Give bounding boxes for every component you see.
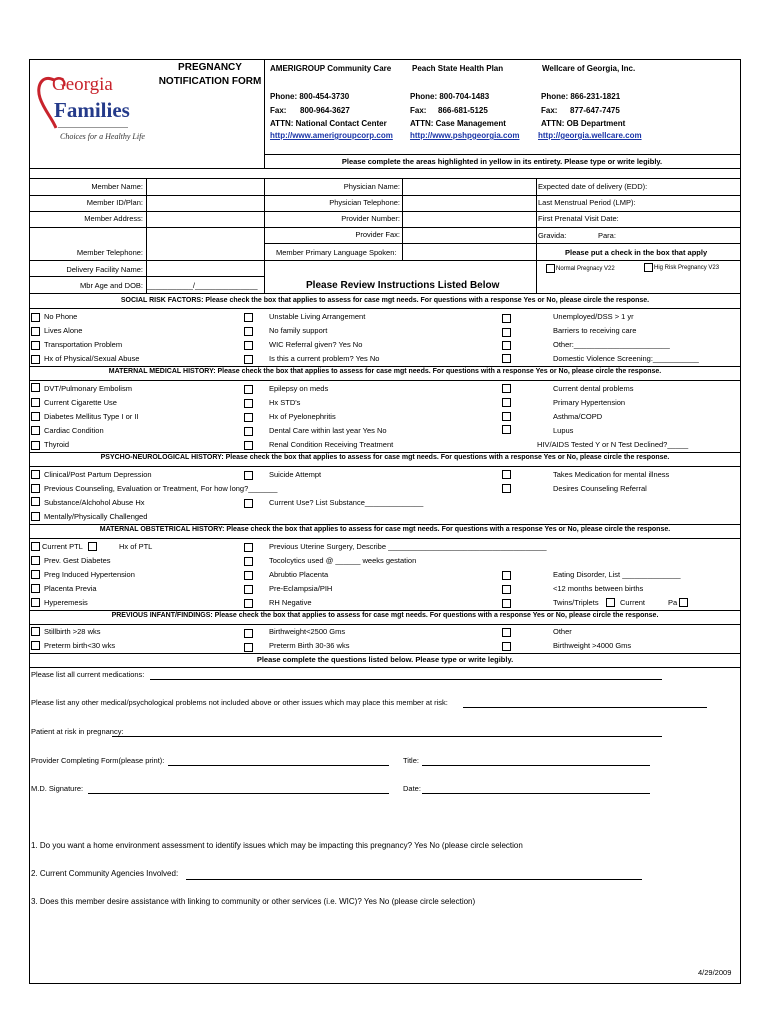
- unstable-living-checkbox[interactable]: [244, 313, 253, 322]
- date-field[interactable]: [422, 793, 650, 794]
- plan-peachstate-name: Peach State Health Plan: [412, 64, 504, 73]
- medications-field[interactable]: [150, 679, 662, 680]
- date-label: Date:: [403, 784, 421, 793]
- footer-date: 4/29/2009: [698, 968, 732, 977]
- logo-georgia: Georgia: [52, 74, 113, 95]
- plan-wellcare-link[interactable]: http://georgia.wellcare.com: [538, 131, 642, 140]
- check-instruction: Please put a check in the box that apply: [565, 248, 708, 257]
- member-id-label: Member ID/Plan:: [86, 198, 143, 207]
- gest-diabetes-checkbox[interactable]: [31, 556, 40, 565]
- diabetes-checkbox[interactable]: [31, 412, 40, 421]
- current-use-checkbox[interactable]: [244, 499, 253, 508]
- psycho-header: PSYCHO-NEUROLOGICAL HISTORY: Please check the box that applies to assess for case mgt needs. For questions with a response Yes or No, please circle the response.: [100, 454, 670, 461]
- provider-number-label: Provider Number:: [341, 214, 400, 223]
- community-agencies-field[interactable]: [186, 879, 642, 880]
- questions-header: Please complete the questions listed below. Please type or write legibly.: [256, 655, 514, 664]
- question-community-agencies: 2. Current Community Agencies Involved:: [31, 869, 179, 878]
- plan-amerigroup-attn: ATTN: National Contact Center: [270, 119, 387, 128]
- title-field[interactable]: [422, 765, 650, 766]
- other-problems-label: Please list any other medical/psychological problems not included above or other issues which may place this member at risk:: [31, 698, 448, 707]
- plan-amerigroup-link[interactable]: http://www.amerigroupcorp.com: [270, 131, 393, 140]
- cigarette-checkbox[interactable]: [31, 398, 40, 407]
- placenta-previa-checkbox[interactable]: [31, 584, 40, 593]
- primary-language-label: Member Primary Language Spoken:: [276, 248, 397, 257]
- infant-header: PREVIOUS INFANT/FINDINGS: Please check the box that applies to assess for case mgt needs. For questions with a response Yes or No, please circle the response.: [111, 612, 659, 619]
- logo-tagline: Choices for a Healthy Life: [60, 132, 145, 141]
- plan-amerigroup-fax: 800-964-3627: [300, 106, 350, 115]
- birthweight-low-checkbox[interactable]: [244, 629, 253, 638]
- wic-referral-checkbox[interactable]: [244, 341, 253, 350]
- gravida-label: Gravida:: [538, 231, 567, 240]
- births-spacing-checkbox[interactable]: [502, 585, 511, 594]
- question-home-assessment: 1. Do you want a home environment assessment to identify issues which may be impacting this pregnancy? Yes No (please circle selection: [31, 841, 523, 850]
- at-risk-label: Patient at risk in pregnancy:: [31, 727, 124, 736]
- edd-label: Expected date of delivery (EDD):: [538, 182, 648, 191]
- mental-illness-meds-checkbox[interactable]: [502, 470, 511, 479]
- instruction-top: Please complete the areas highlighted in yellow in its entirety. Please type or write legibly.: [341, 157, 663, 166]
- counseling-checkbox[interactable]: [31, 484, 40, 493]
- preterm-30-checkbox[interactable]: [31, 641, 40, 650]
- twins-current-checkbox[interactable]: [606, 598, 615, 607]
- rh-negative-checkbox[interactable]: [244, 599, 253, 608]
- hx-ptl-checkbox[interactable]: [88, 542, 97, 551]
- normal-pregnancy-label: Normal Pregnacy V22: [556, 266, 615, 272]
- uterine-surgery-checkbox[interactable]: [244, 543, 253, 552]
- member-telephone-label: Member Telephone:: [76, 248, 143, 257]
- dvt-checkbox[interactable]: [31, 383, 40, 392]
- form-title-line2: NOTIFICATION FORM: [158, 76, 262, 87]
- tocolytics-checkbox[interactable]: [244, 557, 253, 566]
- dental-problems-checkbox[interactable]: [502, 384, 511, 393]
- para-label: Para:: [598, 231, 616, 240]
- twins-checkbox[interactable]: [502, 599, 511, 608]
- high-risk-pregnancy-checkbox[interactable]: [644, 263, 653, 272]
- provider-fax-label: Provider Fax:: [355, 230, 400, 239]
- no-phone-checkbox[interactable]: [31, 313, 40, 322]
- current-ptl-checkbox[interactable]: [31, 542, 40, 551]
- eating-disorder-checkbox[interactable]: [502, 571, 511, 580]
- obstetrical-header: MATERNAL OBSTETRICAL HISTORY: Please check the box that applies to assess for case mgt needs. For questions with a response Yes or No, please circle the response.: [99, 526, 671, 533]
- birthweight-high-checkbox[interactable]: [502, 642, 511, 651]
- abuse-hx-checkbox[interactable]: [31, 355, 40, 364]
- social-risk-header: SOCIAL RISK FACTORS: Please check the box that applies to assess for case mgt needs. For questions with a response Yes or No, please circle the response.: [120, 297, 650, 304]
- frame-right: [740, 59, 741, 984]
- abruptio-checkbox[interactable]: [244, 571, 253, 580]
- pre-eclampsia-checkbox[interactable]: [244, 585, 253, 594]
- plan-wellcare-attn: ATTN: OB Department: [541, 119, 626, 128]
- cardiac-checkbox[interactable]: [31, 426, 40, 435]
- asthma-checkbox[interactable]: [502, 412, 511, 421]
- at-risk-field[interactable]: [112, 736, 662, 737]
- other-social-checkbox[interactable]: [502, 341, 511, 350]
- dental-care-checkbox[interactable]: [244, 427, 253, 436]
- challenged-checkbox[interactable]: [31, 512, 40, 521]
- hx-std-checkbox[interactable]: [244, 399, 253, 408]
- barriers-checkbox[interactable]: [502, 328, 511, 337]
- hypertension-checkbox[interactable]: [502, 398, 511, 407]
- renal-checkbox[interactable]: [244, 441, 253, 450]
- lmp-label: Last Menstrual Period (LMP):: [538, 198, 636, 207]
- plan-amerigroup-name: AMERIGROUP Community Care: [270, 64, 392, 73]
- first-visit-label: First Prenatal Visit Date:: [538, 214, 619, 223]
- member-address-label: Member Address:: [84, 214, 143, 223]
- stillbirth-checkbox[interactable]: [31, 627, 40, 636]
- plan-peachstate-fax: 866-681-5125: [438, 106, 488, 115]
- transportation-checkbox[interactable]: [31, 341, 40, 350]
- current-problem-checkbox[interactable]: [244, 355, 253, 364]
- physician-name-label: Physician Name:: [343, 182, 400, 191]
- physician-telephone-label: Physician Telephone:: [329, 198, 400, 207]
- thyroid-checkbox[interactable]: [31, 441, 40, 450]
- high-risk-pregnancy-label: Hig Risk Pregnancy V23: [654, 265, 720, 271]
- pyelonephritis-checkbox[interactable]: [244, 413, 253, 422]
- unemployed-checkbox[interactable]: [502, 314, 511, 323]
- plan-peachstate-attn: ATTN: Case Management: [410, 119, 506, 128]
- signature-label: M.D. Signature:: [31, 784, 84, 793]
- georgia-families-logo: [34, 70, 145, 152]
- provider-label: Provider Completing Form(please print):: [31, 756, 165, 765]
- maternal-medical-header: MATERNAL MEDICAL HISTORY: Please check the box that applies to assess for case mgt needs. For questions with a response Yes or No, please circle the response.: [108, 368, 662, 375]
- member-name-label: Member Name:: [91, 182, 143, 191]
- plan-wellcare-phone: Phone: 866-231-1821: [541, 92, 621, 101]
- no-family-support-checkbox[interactable]: [244, 327, 253, 336]
- review-instructions-banner: Please Review Instructions Listed Below: [306, 280, 500, 291]
- member-age-dob-label: Mbr Age and DOB:: [80, 281, 143, 290]
- logo-families: Families: [54, 98, 130, 122]
- counseling-referral-checkbox[interactable]: [502, 484, 511, 493]
- frame-bottom: [29, 983, 741, 984]
- substance-abuse-checkbox[interactable]: [31, 497, 40, 506]
- preg-hypertension-checkbox[interactable]: [31, 570, 40, 579]
- plan-amerigroup-phone: Phone: 800-454-3730: [270, 92, 350, 101]
- twins-past-checkbox[interactable]: [679, 598, 688, 607]
- normal-pregnancy-checkbox[interactable]: [546, 264, 555, 273]
- suicide-attempt-checkbox[interactable]: [244, 471, 253, 480]
- lupus-checkbox[interactable]: [502, 425, 511, 434]
- form-title-line1: PREGNANCY: [178, 62, 242, 73]
- plan-peachstate-phone: Phone: 800-704-1483: [410, 92, 490, 101]
- epilepsy-checkbox[interactable]: [244, 385, 253, 394]
- question-services-assistance: 3. Does this member desire assistance with linking to community or other services (i.e. WIC)? Yes No (please circle selection): [31, 897, 476, 906]
- frame-top: [29, 59, 741, 60]
- domestic-violence-checkbox[interactable]: [502, 354, 511, 363]
- other-infant-checkbox[interactable]: [502, 628, 511, 637]
- plan-peachstate-link[interactable]: http://www.pshpgeorgia.com: [410, 131, 520, 140]
- plan-wellcare-name: Wellcare of Georgia, Inc.: [542, 64, 636, 73]
- delivery-facility-label: Delivery Facility Name:: [66, 265, 143, 274]
- member-age-dob-field[interactable]: ___________/_______________: [147, 281, 258, 290]
- depression-checkbox[interactable]: [31, 470, 40, 479]
- title-label: Title:: [403, 756, 419, 765]
- other-problems-field[interactable]: [463, 707, 707, 708]
- plan-wellcare-fax: 877-647-7475: [570, 106, 620, 115]
- hyperemesis-checkbox[interactable]: [31, 598, 40, 607]
- provider-field[interactable]: [168, 765, 389, 766]
- medications-label: Please list all current medications:: [31, 670, 145, 679]
- lives-alone-checkbox[interactable]: [31, 327, 40, 336]
- signature-field[interactable]: [88, 793, 389, 794]
- preterm-30-36-checkbox[interactable]: [244, 643, 253, 652]
